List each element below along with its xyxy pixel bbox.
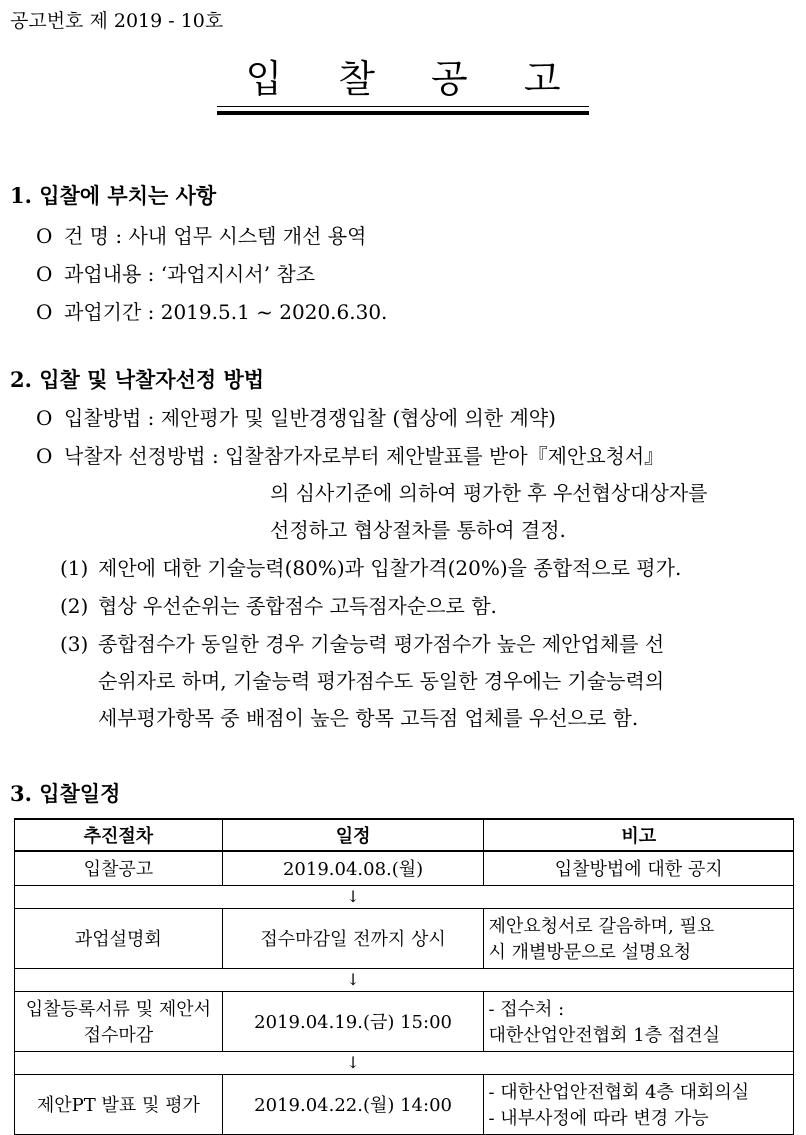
numbered-item-continuation: 세부평가항목 중 배점이 높은 항목 고득점 업체를 우선으로 함. [98, 706, 639, 730]
section-1-heading: 1. 입찰에 부치는 사항 [10, 183, 217, 208]
item-text: 과업내용 : ‘과업지시서’ 참조 [64, 262, 316, 286]
notice-number: 공고번호 제 2019 - 10호 [10, 10, 224, 32]
item-text: 입찰방법 : 제안평가 및 일반경쟁입찰 (협상에 의한 계약) [64, 406, 556, 430]
numbered-item [60, 590, 497, 619]
down-arrow-icon: ↓ [222, 1051, 484, 1074]
note-cell [484, 1074, 794, 1134]
numbered-item [60, 552, 681, 581]
item-number: (1) [60, 556, 89, 580]
date-cell: 2019.04.19.(금) 15:00 [222, 991, 484, 1051]
date-cell: 접수마감일 전까지 상시 [222, 908, 484, 968]
header-note: 비고 [484, 819, 794, 851]
item-number: (2) [60, 594, 89, 618]
continuation-line: 선정하고 협상절차를 통하여 결정. [270, 518, 566, 542]
note-line: - 대한산업안전협회 4층 대회의실 [488, 1082, 750, 1103]
note-line: - 내부사정에 따라 변경 가능 [488, 1108, 709, 1129]
arrow-row [15, 885, 794, 908]
note-line: 입찰방법에 대한 공지 [554, 859, 723, 881]
arrow-spacer [484, 968, 794, 991]
section-1-item [36, 258, 315, 287]
arrow-spacer [15, 968, 223, 991]
section-1-item [36, 296, 387, 325]
header-step: 추진절차 [15, 819, 223, 851]
section-2-item [36, 440, 664, 469]
title-wrap [0, 48, 806, 111]
arrow-spacer [15, 1051, 223, 1074]
item-number: (3) [60, 632, 89, 656]
section-2-item [36, 402, 556, 431]
note-cell [484, 991, 794, 1051]
arrow-spacer [484, 885, 794, 908]
note-cell [484, 908, 794, 968]
table-row [15, 908, 794, 968]
note-cell [484, 851, 794, 885]
numbered-item [60, 628, 664, 657]
arrow-row [15, 1051, 794, 1074]
item-text: 종합점수가 동일한 경우 기술능력 평가점수가 높은 제안업체를 선 [98, 632, 665, 656]
table-header-row [15, 819, 794, 851]
date-cell: 2019.04.08.(월) [222, 851, 484, 885]
numbered-item-continuation: 순위자로 하며, 기술능력 평가점수도 동일한 경우에는 기술능력의 [98, 669, 665, 693]
note-line: 시 개별방문으로 설명요청 [488, 942, 692, 963]
date-cell: 2019.04.22.(월) 14:00 [222, 1074, 484, 1134]
step-cell: 입찰등록서류 및 제안서 접수마감 [15, 991, 223, 1051]
step-cell: 입찰공고 [15, 851, 223, 885]
step-cell: 제안PT 발표 및 평가 [15, 1074, 223, 1134]
arrow-row [15, 968, 794, 991]
item-text: 제안에 대한 기술능력(80%)과 입찰가격(20%)을 종합적으로 평가. [98, 556, 682, 580]
table-row [15, 851, 794, 885]
note-line: 대한산업안전협회 1층 접견실 [488, 1025, 721, 1046]
bullet: O [36, 444, 53, 468]
section-3-heading: 3. 입찰일정 [10, 781, 121, 806]
arrow-spacer [484, 1051, 794, 1074]
down-arrow-icon: ↓ [222, 968, 484, 991]
header-date: 일정 [222, 819, 484, 851]
section-2-heading: 2. 입찰 및 낙찰자선정 방법 [10, 367, 265, 392]
page-title: 입 찰 공 고 [217, 48, 588, 111]
bullet: O [36, 406, 53, 430]
bullet: O [36, 262, 53, 286]
schedule-table [14, 818, 794, 1135]
arrow-spacer [15, 885, 223, 908]
bullet: O [36, 224, 53, 248]
note-line: 제안요청서로 갈음하며, 필요 [488, 916, 715, 937]
item-text: 과업기간 : 2019.5.1 ~ 2020.6.30. [64, 300, 388, 324]
item-text: 건 명 : 사내 업무 시스템 개선 용역 [64, 224, 367, 248]
table-row [15, 991, 794, 1051]
bullet: O [36, 300, 53, 324]
item-text: 낙찰자 선정방법 : 입찰참가자로부터 제안발표를 받아『제안요청서』 [64, 444, 665, 468]
note-line: - 접수처 : [488, 999, 565, 1020]
continuation-line: 의 심사기준에 의하여 평가한 후 우선협상대상자를 [270, 481, 708, 505]
item-text: 협상 우선순위는 종합점수 고득점자순으로 함. [98, 594, 497, 618]
step-cell: 과업설명회 [15, 908, 223, 968]
section-1-item [36, 220, 366, 249]
table-row [15, 1074, 794, 1134]
down-arrow-icon: ↓ [222, 885, 484, 908]
